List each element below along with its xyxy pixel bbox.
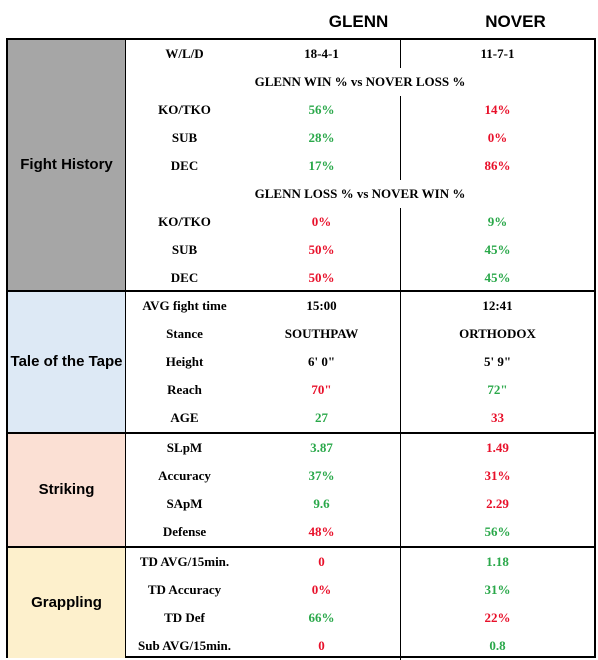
- stats-table: [6, 38, 596, 658]
- nover-value: 5' 9": [400, 348, 594, 376]
- glenn-value: 56%: [308, 102, 335, 117]
- row-reach: [126, 376, 594, 404]
- nover-value: 31%: [400, 462, 594, 490]
- glenn-value: 0: [318, 554, 325, 569]
- nover-value: 22%: [400, 604, 594, 632]
- row-label: Reach: [167, 382, 202, 397]
- row-ko-tko-loss: [126, 208, 594, 236]
- row-dec-win: [126, 152, 594, 180]
- nover-value: 11-7-1: [400, 40, 594, 68]
- glenn-value: SOUTHPAW: [284, 326, 359, 341]
- row-defense: [126, 518, 594, 546]
- category-fight-history: Fight History: [8, 40, 126, 290]
- row-loss-win-heading: [126, 180, 594, 208]
- nover-value: 45%: [400, 236, 594, 264]
- row-slpm: [126, 434, 594, 462]
- subheading-loss-win: GLENN LOSS % vs NOVER WIN %: [254, 186, 466, 201]
- glenn-value: 50%: [308, 270, 335, 285]
- glenn-value: 66%: [308, 610, 335, 625]
- row-label: Stance: [166, 326, 203, 341]
- glenn-value: 50%: [308, 242, 335, 257]
- row-label: TD AVG/15min.: [139, 554, 230, 569]
- glenn-value: 15:00: [306, 298, 337, 313]
- glenn-value: 17%: [308, 158, 335, 173]
- section-fight-history: [8, 40, 594, 290]
- row-label: AGE: [170, 410, 199, 425]
- row-label: DEC: [170, 270, 199, 285]
- row-label: SUB: [171, 242, 198, 257]
- nover-value: 0%: [400, 124, 594, 152]
- glenn-value: 70": [311, 382, 332, 397]
- glenn-header: GLENN: [328, 12, 389, 31]
- fight-history-rows: [126, 40, 594, 290]
- row-label: Height: [165, 354, 204, 369]
- subheading-win-loss: GLENN WIN % vs NOVER LOSS %: [254, 74, 466, 89]
- glenn-value: 37%: [308, 468, 335, 483]
- category-striking: Striking: [8, 434, 126, 546]
- glenn-value: 48%: [308, 524, 335, 539]
- glenn-value: 28%: [308, 130, 335, 145]
- nover-value: 56%: [400, 518, 594, 546]
- row-label: AVG fight time: [142, 298, 227, 313]
- glenn-value: 18-4-1: [304, 46, 339, 61]
- row-stance: [126, 320, 594, 348]
- nover-value: 86%: [400, 152, 594, 180]
- row-label: SUB: [171, 130, 198, 145]
- row-sapm: [126, 490, 594, 518]
- row-win-loss-heading: [126, 68, 594, 96]
- nover-value: 12:41: [400, 292, 594, 320]
- row-label: DEC: [170, 158, 199, 173]
- row-label: TD Def: [164, 610, 205, 625]
- row-label: KO/TKO: [158, 102, 211, 117]
- nover-value: ORTHODOX: [400, 320, 594, 348]
- row-accuracy: [126, 462, 594, 490]
- row-label: W/L/D: [165, 46, 204, 61]
- row-td-accuracy: [126, 576, 594, 604]
- row-wld: [126, 40, 594, 68]
- tale-of-tape-table: [6, 6, 594, 656]
- glenn-value: 9.6: [313, 496, 330, 511]
- section-striking: [8, 432, 594, 546]
- nover-header: NOVER: [485, 12, 546, 31]
- nover-value: 2.29: [400, 490, 594, 518]
- row-label: Defense: [162, 524, 207, 539]
- glenn-value: 0%: [311, 582, 332, 597]
- nover-value: 1.18: [400, 548, 594, 576]
- row-label: KO/TKO: [158, 214, 211, 229]
- glenn-value: 3.87: [310, 440, 333, 455]
- nover-value: 0.8: [400, 632, 594, 660]
- glenn-value: 27: [315, 410, 328, 425]
- row-label: Sub AVG/15min.: [138, 638, 231, 653]
- row-height: [126, 348, 594, 376]
- glenn-value: 6' 0": [307, 354, 336, 369]
- row-sub-avg: [126, 632, 594, 660]
- section-grappling: [8, 546, 594, 658]
- tale-rows: [126, 292, 594, 432]
- category-tale-of-the-tape: Tale of the Tape: [8, 292, 126, 432]
- nover-value: 72": [400, 376, 594, 404]
- row-label: SLpM: [166, 440, 203, 455]
- row-sub-loss: [126, 236, 594, 264]
- row-label: Accuracy: [158, 468, 211, 483]
- row-td-avg: [126, 548, 594, 576]
- nover-value: 1.49: [400, 434, 594, 462]
- nover-value: 45%: [400, 264, 594, 292]
- nover-value: 9%: [400, 208, 594, 236]
- nover-value: 31%: [400, 576, 594, 604]
- grappling-rows: [126, 548, 594, 658]
- row-avg-fight-time: [126, 292, 594, 320]
- row-ko-tko-win: [126, 96, 594, 124]
- row-label: TD Accuracy: [147, 582, 222, 597]
- section-tale-of-the-tape: [8, 290, 594, 432]
- row-dec-loss: [126, 264, 594, 292]
- nover-value: 33: [400, 404, 594, 432]
- row-sub-win: [126, 124, 594, 152]
- glenn-value: 0%: [311, 214, 332, 229]
- row-td-def: [126, 604, 594, 632]
- category-grappling: Grappling: [8, 548, 126, 658]
- row-age: [126, 404, 594, 432]
- striking-rows: [126, 434, 594, 546]
- row-label: SApM: [166, 496, 203, 511]
- nover-value: 14%: [400, 96, 594, 124]
- glenn-value: 0: [318, 638, 325, 653]
